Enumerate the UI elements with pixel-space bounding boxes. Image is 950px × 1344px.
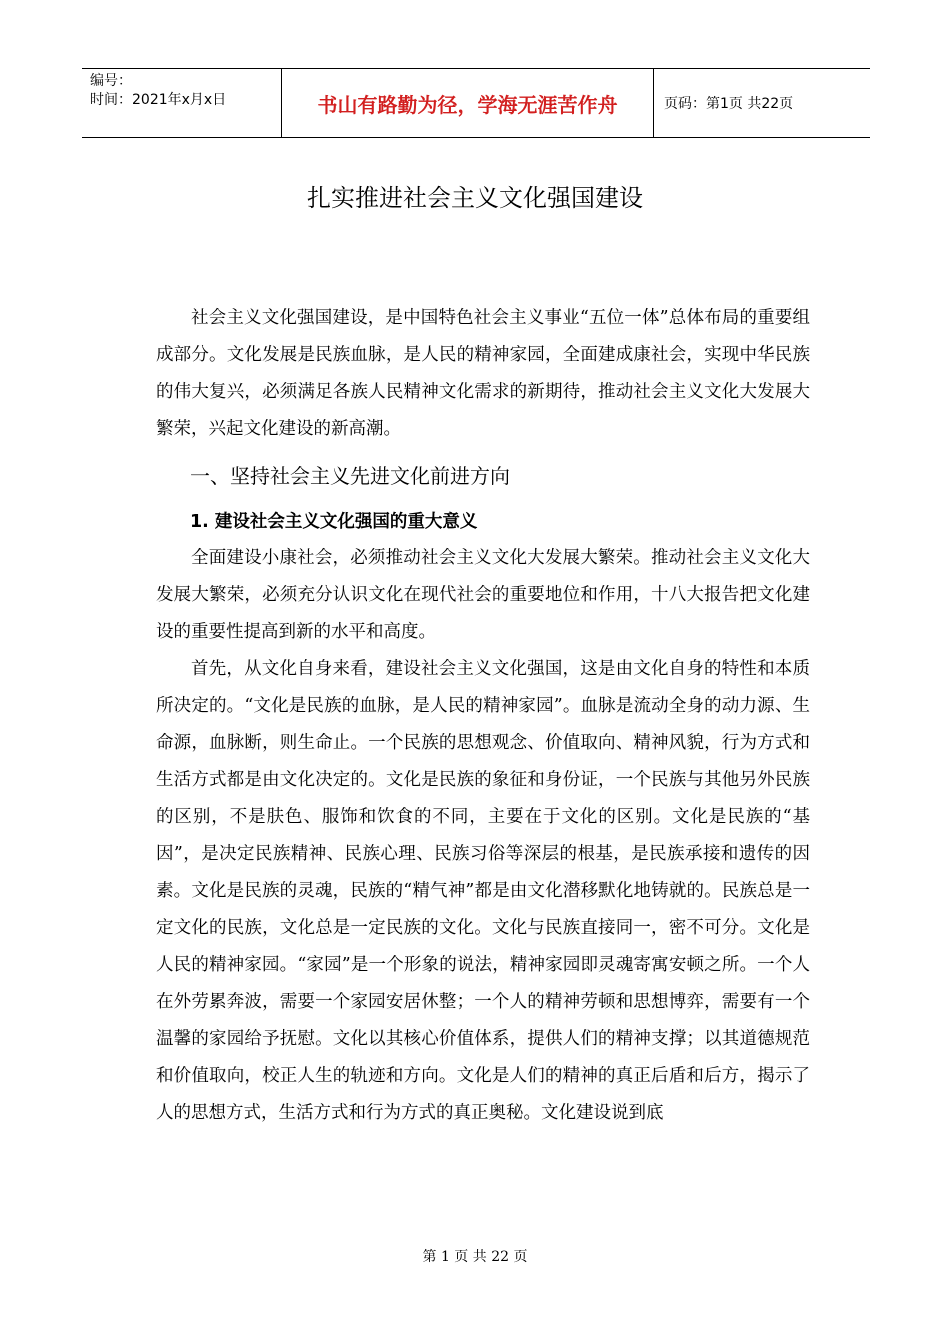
body-paragraph-1: 全面建设小康社会，必须推动社会主义文化大发展大繁荣。推动社会主义文化大发展大繁荣，必须充分认识文化在现代社会的重要地位和作用，十八大报告把文化建设的重要性提高到新的水平和高度。 <box>156 548 810 642</box>
header-meta <box>82 69 281 137</box>
page-footer: 第 1 页 共 22 页 <box>422 1249 528 1265</box>
document-title: 扎实推进社会主义文化强国建设 <box>307 184 643 212</box>
subsection-heading: 1. 建设社会主义文化强国的重大意义 <box>190 512 478 532</box>
body-paragraph-2: 首先，从文化自身来看，建设社会主义文化强国，这是由文化自身的特性和本质所决定的。“文化是民族的血脉，是人民的精神家园”。血脉是流动全身的动力源、生命源，血脉断，则生命止。一个民族的思想观念、价值取向、精神风貌，行为方式和生活方式都是由文化决定的。文化是民族的象征和身份证，一个民族与其他另外民族的区别，不是肤色、服饰和饮食的不同，主要在于文化的区别。文化是民族的“基因”，是决定民族精神、民族心理、民族习俗等深层的根基，是民族承接和遗传的因素。文化是民族的灵魂，民族的“精气神”都是由文化潜移默化地铸就的。民族总是一定文化的民族，文化总是一定民族的文化。文化与民族直接同一，密不可分。文化是人民的精神家园。“家园”是一个形象的说法，精神家园即灵魂寄寓安顿之所。一个人在外劳累奔波，需要一个家园安居休整；一个人的精神劳顿和思想博弈，需要有一个温馨的家园给予抚慰。文化以其核心价值体系，提供人们的精神支撑；以其道德规范和价值取向，校正人生的轨迹和方向。文化是人们的精神的真正后盾和后方，揭示了人的思想方式，生活方式和行为方式的真正奥秘。文化建设说到底 <box>156 659 810 1123</box>
header-number-label: 编号： <box>90 73 132 89</box>
header-time-label: 时间：2021年x月x日 <box>90 92 227 108</box>
document-header <box>82 68 870 138</box>
header-page-info: 页码：第1页 共22页 <box>664 96 794 112</box>
header-motto: 书山有路勤为径，学海无涯苦作舟 <box>281 69 654 137</box>
intro-paragraph: 社会主义文化强国建设，是中国特色社会主义事业“五位一体”总体布局的重要组成部分。文化发展是民族血脉，是人民的精神家园，全面建成康社会，实现中华民族的伟大复兴，必须满足各族人民精神文化需求的新期待，推动社会主义文化大发展大繁荣，兴起文化建设的新高潮。 <box>156 308 810 439</box>
section-heading: 一、坚持社会主义先进文化前进方向 <box>190 464 510 488</box>
document-body <box>156 300 810 1132</box>
